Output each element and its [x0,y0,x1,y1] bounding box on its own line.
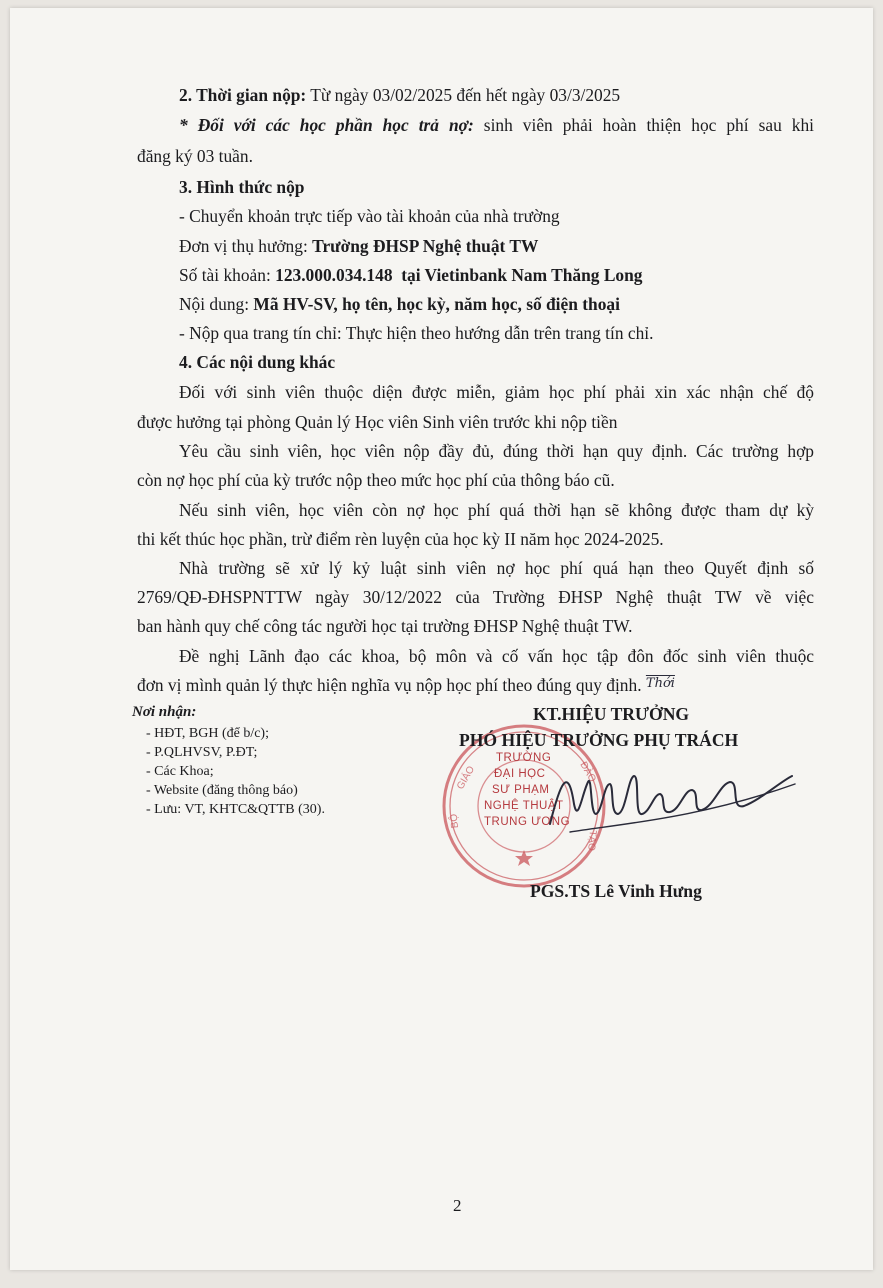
recipient-item: - Lưu: VT, KHTC&QTTB (30). [146,802,325,817]
beneficiary-label: Đơn vị thụ hưởng: [179,236,313,256]
signer-name: PGS.TS Lê Vinh Hưng [530,881,702,901]
svg-text:GIÁO: GIÁO [455,764,478,792]
section4-heading: 4. Các nội dung khác [179,352,336,372]
para3-line1: Nếu sinh viên, học viên còn nợ học phí quá thời hạn sẽ không được tham dự kỳ [179,500,814,520]
seal-line: ĐẠI HỌC [494,768,546,780]
para5-line1: Đề nghị Lãnh đạo các khoa, bộ môn và cố vấn học tập đôn đốc sinh viên thuộc [179,646,814,666]
para1-line2: được hưởng tại phòng Quản lý Học viên Sinh viên trước khi nộp tiền [137,412,618,432]
recipient-item: - HĐT, BGH (để b/c); [146,726,269,741]
section2-text: Từ ngày 03/02/2025 đến hết ngày 03/3/2025 [306,85,621,105]
para3-line2: thi kết thúc học phần, trừ điểm rèn luyện của học kỳ II năm học 2024-2025. [137,529,664,549]
seal-line: TRƯỜNG [496,752,552,764]
para2-line2: còn nợ học phí của kỳ trước nộp theo mức học phí của thông báo cũ. [137,470,615,490]
signature-title-line2: PHÓ HIỆU TRƯỞNG PHỤ TRÁCH [459,730,739,750]
para4-line1: Nhà trường sẽ xử lý kỷ luật sinh viên nợ học phí quá hạn theo Quyết định số [179,558,814,578]
content-value: Mã HV-SV, họ tên, học kỳ, năm học, số điện thoại [253,294,620,314]
account-line [179,264,643,286]
account-label: Số tài khoản: [179,265,276,285]
recipient-item: - Website (đăng thông báo) [146,783,298,798]
svg-text:BỘ: BỘ [448,813,461,829]
recipients-title: Nơi nhận: [132,704,197,720]
debt-text: sinh viên phải hoàn thiện học phí sau khi [473,115,814,135]
page-number: 2 [453,1196,462,1215]
debt-line [179,114,814,136]
section3-heading: 3. Hình thức nộp [179,177,305,197]
beneficiary-value: Trường ĐHSP Nghệ thuật TW [312,236,539,256]
seal-line: SƯ PHẠM [492,784,550,796]
account-value: 123.000.034.148 tại Vietinbank Nam Thăng Long [275,265,643,285]
seal-line: TRUNG ƯƠNG [484,816,571,828]
section2-heading: 2. Thời gian nộp: [179,85,307,105]
document-page [10,8,873,1270]
recipient-item: - P.QLHVSV, P.ĐT; [146,745,258,760]
seal-line: NGHỆ THUẬT [484,800,564,812]
para4-line3: ban hành quy chế công tác người học tại trường ĐHSP Nghệ thuật TW. [137,616,633,636]
content-line [179,293,620,315]
signature-title-line1: KT.HIỆU TRƯỞNG [533,704,690,724]
para5-line2-text: đơn vị mình quản lý thực hiện nghĩa vụ nộp học phí theo đúng quy định. [137,675,642,695]
online-line: - Nộp qua trang tín chỉ: Thực hiện theo hướng dẫn trên trang tín chỉ. [179,323,654,343]
section2-line [179,84,620,106]
handwritten-note: Thới [645,676,675,691]
recipient-item: - Các Khoa; [146,764,214,779]
transfer-line: - Chuyển khoản trực tiếp vào tài khoản của nhà trường [179,206,560,226]
beneficiary-line [179,235,538,257]
para5-line2 [137,674,675,699]
para2-line1: Yêu cầu sinh viên, học viên nộp đầy đủ, đúng thời hạn quy định. Các trường hợp [179,441,814,461]
handwritten-signature-icon [530,754,800,844]
svg-text:TẠO: TẠO [585,829,598,852]
svg-text:ĐÀO: ĐÀO [577,760,598,785]
content-label: Nội dung: [179,294,254,314]
para4-line2: 2769/QĐ-ĐHSPNTTW ngày 30/12/2022 của Trường ĐHSP Nghệ thuật TW về việc [137,587,814,607]
debt-label: * Đối với các học phần học trả nợ: [179,115,474,135]
para1-line1: Đối với sinh viên thuộc diện được miễn, giảm học phí phải xin xác nhận chế độ [179,382,814,402]
debt-text-cont: đăng ký 03 tuần. [137,146,253,166]
